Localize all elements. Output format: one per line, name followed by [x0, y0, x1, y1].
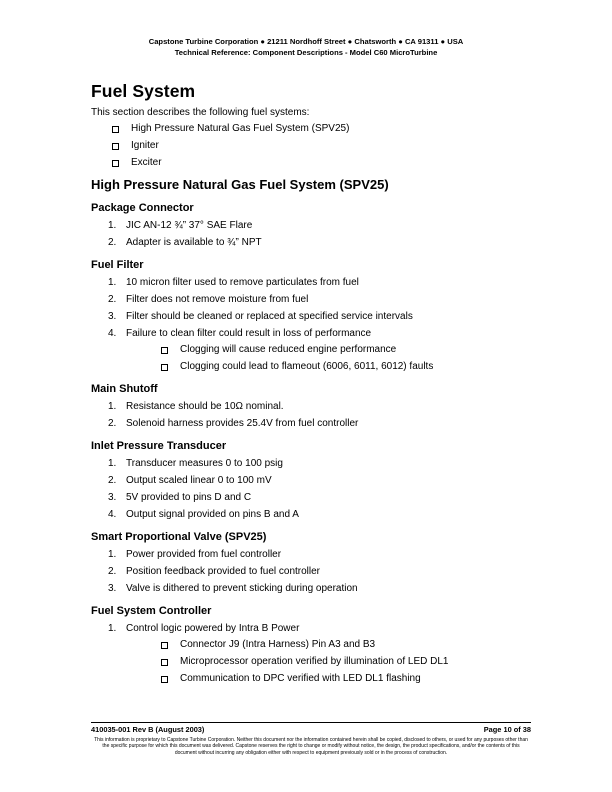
- list-item: Connector J9 (Intra Harness) Pin A3 and B3: [161, 638, 531, 652]
- list-item: Clogging could lead to flameout (6006, 6011, 6012) faults: [161, 360, 531, 374]
- numbered-list: [91, 219, 531, 250]
- list-item: 3. Filter should be cleaned or replaced at specified service intervals: [108, 311, 413, 322]
- list-item: Microprocessor operation verified by illumination of LED DL1: [161, 655, 531, 669]
- numbered-list: [91, 276, 531, 374]
- list-item: 1. Control logic powered by Intra B Power Connector J9 (Intra Harness) Pin A3 and B3 Microprocessor operation verified by illumination of LED DL1 Communication to DPC verified with LED DL1 flashing: [108, 622, 531, 686]
- systems-list: [91, 122, 531, 170]
- numbered-list: [91, 400, 531, 431]
- list-item: High Pressure Natural Gas Fuel System (SPV25): [112, 122, 531, 136]
- footer-legal-notice: This information is proprietary to Capstone Turbine Corporation. Neither this document nor the information contained herein shall be copied, disclosed to others, or used for any purposes other than the specific purpose for which this document was delivered. Capstone reserves the right to change or modify without notice, the design, the product specifications, and/or the contents of this document without incurring any obligation either with respect to equipment previously sold or in the process of construction.: [94, 737, 528, 756]
- list-item: 3. Valve is dithered to prevent sticking during operation: [108, 583, 358, 594]
- list-item: 2. Adapter is available to ¾” NPT: [108, 237, 262, 248]
- section-title: High Pressure Natural Gas Fuel System (SPV25): [91, 177, 389, 192]
- subsection-title: Inlet Pressure Transducer: [91, 440, 227, 452]
- checkbox-bullet-icon: [161, 659, 168, 666]
- list-item: Igniter: [112, 139, 531, 153]
- footer-doc-number: 410035-001 Rev B (August 2003): [91, 725, 205, 734]
- list-item: Exciter: [112, 156, 531, 170]
- sub-list: [108, 343, 531, 374]
- checkbox-bullet-icon: [161, 364, 168, 371]
- list-item: Clogging will cause reduced engine performance: [161, 343, 531, 357]
- numbered-list: [91, 457, 531, 522]
- footer-divider: [91, 722, 531, 723]
- numbered-list: [91, 622, 531, 686]
- list-item: 2. Output scaled linear 0 to 100 mV: [108, 475, 272, 486]
- checkbox-bullet-icon: [161, 676, 168, 683]
- page-title: Fuel System: [91, 81, 196, 101]
- subsection-title: Smart Proportional Valve (SPV25): [91, 531, 267, 543]
- list-item: 4. Output signal provided on pins B and A: [108, 509, 299, 520]
- page-footer: [91, 722, 531, 756]
- list-item: 2. Solenoid harness provides 25.4V from fuel controller: [108, 418, 359, 429]
- header-company-line: Capstone Turbine Corporation ● 21211 Nordhoff Street ● Chatsworth ● CA 91311 ● USA: [148, 37, 464, 46]
- subsection-title: Fuel Filter: [91, 259, 144, 271]
- subsection-title: Fuel System Controller: [91, 605, 212, 617]
- list-item: 1. 10 micron filter used to remove particulates from fuel: [108, 277, 359, 288]
- page-content: [91, 80, 531, 689]
- subsection-title: Package Connector: [91, 202, 194, 214]
- header-reference-line: Technical Reference: Component Descriptions - Model C60 MicroTurbine: [174, 47, 438, 57]
- footer-page-number: Page 10 of 38: [483, 725, 531, 734]
- checkbox-bullet-icon: [161, 347, 168, 354]
- list-item: 1. Transducer measures 0 to 100 psig: [108, 458, 283, 469]
- sub-list: [108, 638, 531, 686]
- list-item: 1. Power provided from fuel controller: [108, 549, 282, 560]
- list-item: 2. Position feedback provided to fuel controller: [108, 566, 321, 577]
- page-header: [0, 37, 612, 58]
- list-item: 2. Filter does not remove moisture from fuel: [108, 294, 309, 305]
- checkbox-bullet-icon: [161, 642, 168, 649]
- checkbox-bullet-icon: [112, 143, 119, 150]
- checkbox-bullet-icon: [112, 160, 119, 167]
- list-item: 1. Resistance should be 10Ω nominal.: [108, 401, 284, 412]
- checkbox-bullet-icon: [112, 126, 119, 133]
- list-item: 3. 5V provided to pins D and C: [108, 492, 252, 503]
- list-item: 4. Failure to clean filter could result in loss of performance Clogging will cause reduced engine performance Clogging could lead to flameout (6006, 6011, 6012) faults: [108, 327, 531, 374]
- numbered-list: [91, 548, 531, 596]
- list-item: 1. JIC AN-12 ¾” 37° SAE Flare: [108, 220, 253, 231]
- subsection-title: Main Shutoff: [91, 383, 158, 395]
- list-item: Communication to DPC verified with LED DL1 flashing: [161, 672, 531, 686]
- intro-text: This section describes the following fuel systems:: [91, 107, 310, 118]
